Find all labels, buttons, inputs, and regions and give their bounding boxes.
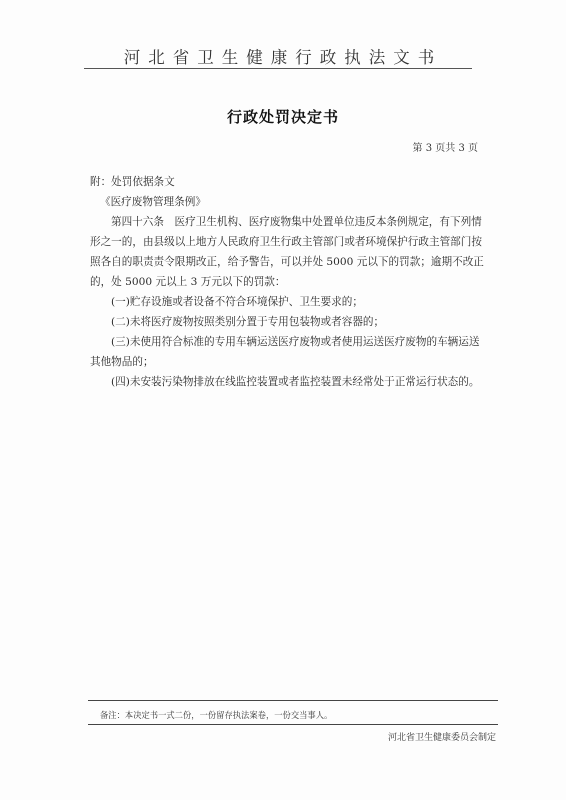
footer-divider-bottom: [88, 724, 498, 725]
footer-divider-top: [88, 700, 498, 701]
article-item: (一)贮存设施或者设备不符合环境保护、卫生要求的；: [111, 296, 363, 308]
header-title: 河北省卫生健康行政执法文书: [123, 48, 443, 67]
header-divider: [84, 68, 472, 69]
page-number: 第 3 页共 3 页: [412, 143, 478, 154]
attachment-section: [90, 172, 486, 392]
article-item: (三)未使用符合标准的专用车辆运送医疗废物或者使用运送医疗废物的车辆运送其他物品的；: [90, 336, 480, 368]
attachment-heading: 附：处罚依据条文: [90, 176, 175, 188]
document-title: 行政处罚决定书: [226, 108, 339, 126]
regulation-name: 《医疗废物管理条例》: [100, 196, 206, 208]
footer-issuer: 河北省卫生健康委员会制定: [387, 733, 496, 743]
footer-note: 备注：本决定书一式二份，一份留存执法案卷，一份交当事人。: [100, 710, 333, 720]
article-item: (二)未将医疗废物按照类别分置于专用包装物或者容器的；: [111, 316, 385, 328]
article-item: (四)未安装污染物排放在线监控装置或者监控装置未经常处于正常运行状态的。: [111, 376, 480, 388]
article-text: 第四十六条 医疗卫生机构、医疗废物集中处置单位违反本条例规定，有下列情形之一的，由县级以上地方人民政府卫生行政主管部门或者环境保护行政主管部门按照各自的职责责令限期改正，给予警告，可以并处 5000 元以下的罚款；逾期不改正的，处 5000 元以上 3 万元以下的罚款：: [90, 216, 484, 288]
